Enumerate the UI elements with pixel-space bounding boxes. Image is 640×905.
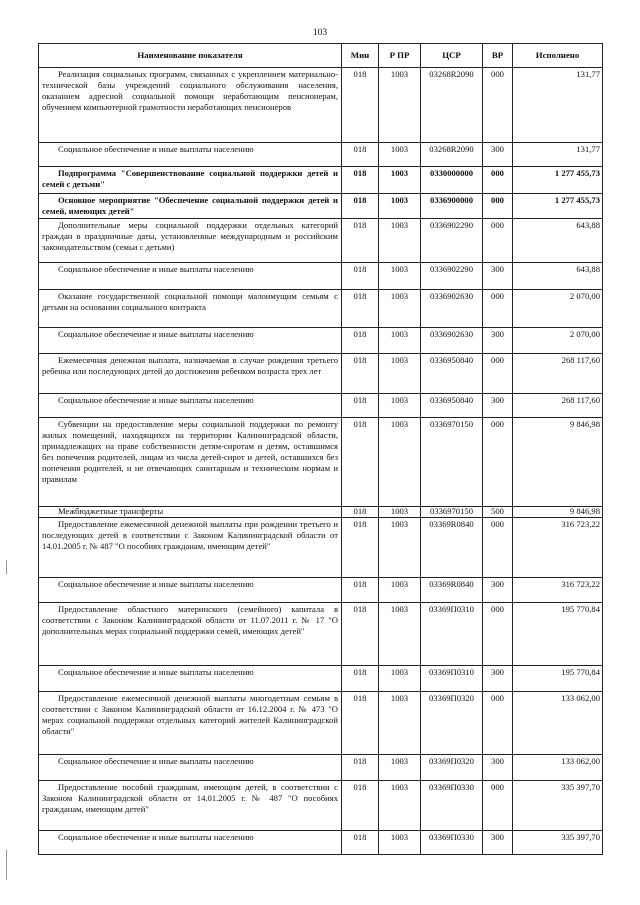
row-csr: 0336970150 (421, 418, 483, 507)
table-row (39, 263, 603, 290)
row-value: 2 070,00 (513, 328, 603, 354)
row-name: Основное мероприятие "Обеспечение социальной поддержки детей и семей, имеющих детей" (39, 194, 342, 219)
row-value: 335 397,70 (513, 831, 603, 855)
row-min: 018 (342, 143, 379, 167)
table-row (39, 578, 603, 603)
table-row (39, 692, 603, 755)
row-rpr: 1003 (379, 507, 421, 518)
table-row (39, 831, 603, 855)
row-value: 335 397,70 (513, 781, 603, 831)
row-min: 018 (342, 219, 379, 263)
row-vr: 000 (483, 354, 513, 394)
row-rpr: 1003 (379, 328, 421, 354)
table-row (39, 354, 603, 394)
header-min: Мин (342, 44, 379, 68)
row-value: 9 846,98 (513, 418, 603, 507)
row-min: 018 (342, 755, 379, 781)
row-csr: 03369П0310 (421, 666, 483, 692)
row-vr: 000 (483, 68, 513, 143)
table-row (39, 755, 603, 781)
row-vr: 300 (483, 143, 513, 167)
page-number: 103 (312, 28, 328, 38)
row-min: 018 (342, 603, 379, 666)
row-value: 1 277 455,73 (513, 167, 603, 194)
row-csr: 03369П0330 (421, 831, 483, 855)
row-csr: 03268R2090 (421, 68, 483, 143)
header-value: Исполнено (513, 44, 603, 68)
row-rpr: 1003 (379, 603, 421, 666)
row-min: 018 (342, 578, 379, 603)
row-min: 018 (342, 418, 379, 507)
row-csr: 0336900000 (421, 194, 483, 219)
row-value: 195 770,84 (513, 603, 603, 666)
row-vr: 300 (483, 328, 513, 354)
table-row (39, 328, 603, 354)
row-csr: 03369R0840 (421, 518, 483, 578)
row-value: 131,77 (513, 143, 603, 167)
row-vr: 300 (483, 394, 513, 418)
row-csr: 0336902290 (421, 263, 483, 290)
header-name: Наименование показателя (39, 44, 342, 68)
row-rpr: 1003 (379, 666, 421, 692)
row-rpr: 1003 (379, 290, 421, 328)
row-value: 9 846,98 (513, 507, 603, 518)
row-name: Подпрограмма "Совершенствование социальной поддержки детей и семей с детьми" (39, 167, 342, 194)
row-name: Предоставление пособий гражданам, имеющим детей, в соответствии с Законом Калининградской области от 14.01.2005 г. № 487 "О пособиях гражданам, имеющим детей" (39, 781, 342, 831)
row-csr: 0336902630 (421, 328, 483, 354)
row-value: 316 723,22 (513, 578, 603, 603)
row-name: Оказание государственной социальной помощи малоимущим семьям с детьми на основании социального контракта (39, 290, 342, 328)
row-vr: 000 (483, 219, 513, 263)
row-value: 268 117,60 (513, 354, 603, 394)
row-min: 018 (342, 666, 379, 692)
row-min: 018 (342, 354, 379, 394)
row-value: 133 062,00 (513, 692, 603, 755)
row-rpr: 1003 (379, 578, 421, 603)
row-vr: 000 (483, 603, 513, 666)
row-rpr: 1003 (379, 518, 421, 578)
row-rpr: 1003 (379, 755, 421, 781)
row-vr: 500 (483, 507, 513, 518)
row-vr: 000 (483, 781, 513, 831)
table-row (39, 418, 603, 507)
row-value: 195 770,84 (513, 666, 603, 692)
row-min: 018 (342, 194, 379, 219)
row-vr: 000 (483, 194, 513, 219)
table-row (39, 219, 603, 263)
row-csr: 0336950840 (421, 394, 483, 418)
row-vr: 300 (483, 831, 513, 855)
row-rpr: 1003 (379, 263, 421, 290)
row-min: 018 (342, 290, 379, 328)
row-vr: 000 (483, 167, 513, 194)
row-value: 2 070,00 (513, 290, 603, 328)
row-name: Социальное обеспечение и иные выплаты населению (39, 666, 342, 692)
row-min: 018 (342, 831, 379, 855)
row-value: 131,77 (513, 68, 603, 143)
row-vr: 000 (483, 692, 513, 755)
row-csr: 0336902630 (421, 290, 483, 328)
table-row (39, 781, 603, 831)
row-name: Социальное обеспечение и иные выплаты населению (39, 578, 342, 603)
row-vr: 000 (483, 290, 513, 328)
scan-mark (6, 560, 7, 574)
row-csr: 03369П0320 (421, 692, 483, 755)
table-row (39, 394, 603, 418)
row-rpr: 1003 (379, 831, 421, 855)
row-min: 018 (342, 68, 379, 143)
row-name: Ежемесячная денежная выплата, назначаемая в случае рождения третьего ребенка или последующих детей до достижения ребенком возраста трех лет (39, 354, 342, 394)
scan-mark (6, 850, 7, 880)
table-row (39, 666, 603, 692)
row-value: 643,88 (513, 263, 603, 290)
table-row-subprogram (39, 167, 603, 194)
row-rpr: 1003 (379, 68, 421, 143)
row-name: Межбюджетные трансферты (39, 507, 342, 518)
row-csr: 03369R0840 (421, 578, 483, 603)
row-rpr: 1003 (379, 692, 421, 755)
row-csr: 03268R2090 (421, 143, 483, 167)
table-row-main-activity (39, 194, 603, 219)
table-row (39, 603, 603, 666)
row-vr: 300 (483, 263, 513, 290)
table-row (39, 290, 603, 328)
row-vr: 300 (483, 578, 513, 603)
row-csr: 03369П0310 (421, 603, 483, 666)
header-csr: ЦСР (421, 44, 483, 68)
row-name: Дополнительные меры социальной поддержки отдельных категорий граждан в праздничные даты, установленные международным и российским законодательством (семьи с детьми) (39, 219, 342, 263)
row-vr: 000 (483, 418, 513, 507)
table-row (39, 143, 603, 167)
row-value: 1 277 455,73 (513, 194, 603, 219)
row-rpr: 1003 (379, 143, 421, 167)
row-csr: 0330000000 (421, 167, 483, 194)
row-vr: 000 (483, 518, 513, 578)
row-csr: 0336970150 (421, 507, 483, 518)
header-vr: ВР (483, 44, 513, 68)
row-name: Социальное обеспечение и иные выплаты населению (39, 143, 342, 167)
budget-table (38, 43, 603, 855)
row-value: 643,88 (513, 219, 603, 263)
row-name: Социальное обеспечение и иные выплаты населению (39, 755, 342, 781)
row-name: Предоставление областного материнского (семейного) капитала в соответствии с Законом Калининградской области от 11.07.2011 г. № 17 "О дополнительных мерах социальной поддержки семей, имеющих детей" (39, 603, 342, 666)
row-rpr: 1003 (379, 781, 421, 831)
row-csr: 03369П0320 (421, 755, 483, 781)
row-min: 018 (342, 263, 379, 290)
row-name: Реализация социальных программ, связанных с укреплением материально-технической базы учреждений социального обслуживания населения, оказанием адресной социальной помощи неработающим пенсионерам, обучением компьютерной грамотности неработающих пенсионеров (39, 68, 342, 143)
row-name: Субвенции на предоставление меры социальной поддержки по ремонту жилых помещений, находящихся на территории Калининградской области, принадлежащих на праве собственности детям-сиротам и детям, оставшимся без попечения родителей, лицам из числа детей-сирот и детей, оставшихся без попечения родителей, и не отвечающих санитарным и техническим нормам и правилам (39, 418, 342, 507)
row-min: 018 (342, 394, 379, 418)
row-min: 018 (342, 167, 379, 194)
table-header-row (39, 44, 603, 68)
row-csr: 03369П0330 (421, 781, 483, 831)
row-csr: 0336950840 (421, 354, 483, 394)
row-rpr: 1003 (379, 418, 421, 507)
row-rpr: 1003 (379, 354, 421, 394)
row-name: Социальное обеспечение и иные выплаты населению (39, 263, 342, 290)
row-value: 316 723,22 (513, 518, 603, 578)
row-value: 268 117,60 (513, 394, 603, 418)
row-vr: 300 (483, 666, 513, 692)
row-name: Предоставление ежемесячной денежной выплаты многодетным семьям в соответствии с Законом Калининградской области от 16.12.2004 г. № 473 "О мерах социальной поддержки отдельных категорий жителей Калининградской области" (39, 692, 342, 755)
row-name: Социальное обеспечение и иные выплаты населению (39, 831, 342, 855)
row-min: 018 (342, 507, 379, 518)
row-value: 133 062,00 (513, 755, 603, 781)
row-csr: 0336902290 (421, 219, 483, 263)
row-rpr: 1003 (379, 394, 421, 418)
table-row (39, 518, 603, 578)
row-rpr: 1003 (379, 219, 421, 263)
row-min: 018 (342, 518, 379, 578)
table-row (39, 507, 603, 518)
row-name: Предоставление ежемесячной денежной выплаты при рождении третьего и последующих детей в соответствии с Законом Калининградской области от 14.01.2005 г. № 487 "О пособиях гражданам, имеющим детей" (39, 518, 342, 578)
row-rpr: 1003 (379, 194, 421, 219)
row-name: Социальное обеспечение и иные выплаты населению (39, 394, 342, 418)
row-min: 018 (342, 328, 379, 354)
row-min: 018 (342, 692, 379, 755)
row-min: 018 (342, 781, 379, 831)
row-rpr: 1003 (379, 167, 421, 194)
row-vr: 300 (483, 755, 513, 781)
row-name: Социальное обеспечение и иные выплаты населению (39, 328, 342, 354)
header-rpr: Р ПР (379, 44, 421, 68)
table-row (39, 68, 603, 143)
